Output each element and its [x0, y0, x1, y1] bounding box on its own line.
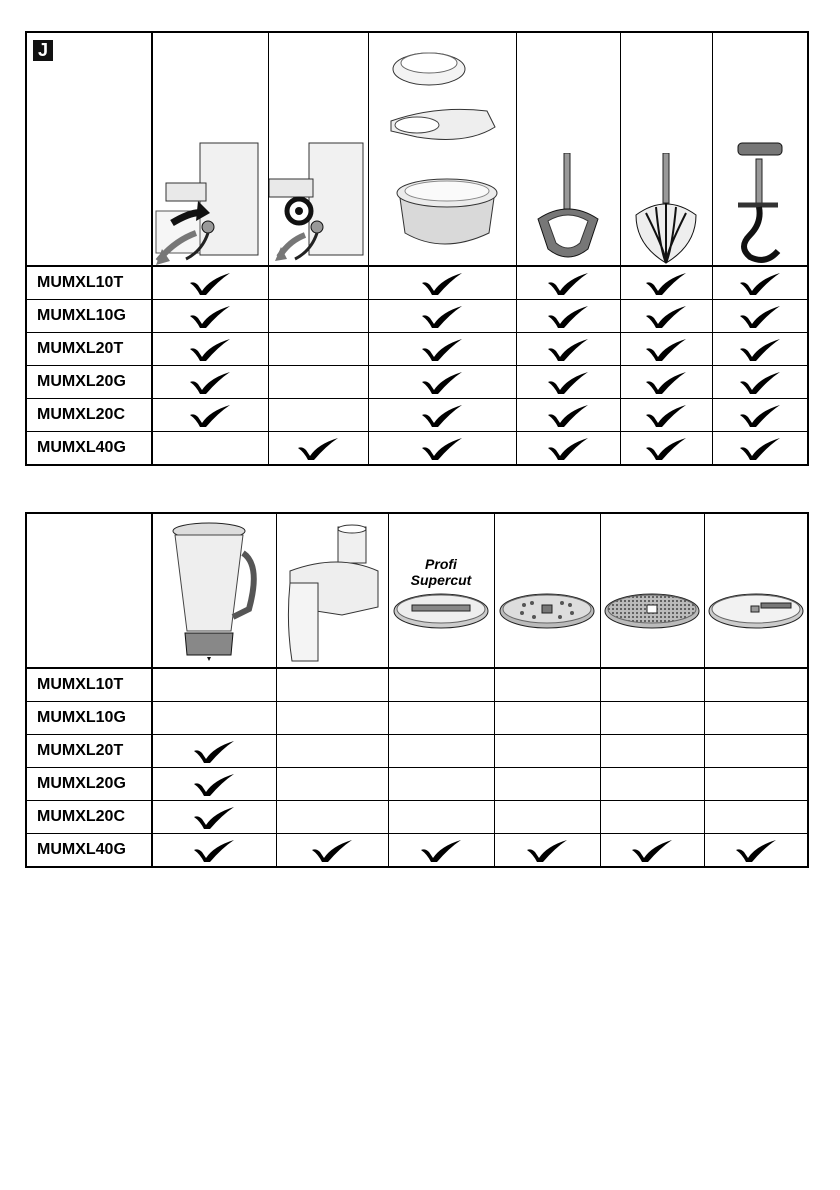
cell-mixer-arm-position-1 [152, 432, 268, 466]
checkmark-icon [369, 436, 516, 460]
model-name: MUMXL10T [26, 266, 152, 300]
table-row [26, 702, 808, 735]
cell-mixer-arm-position-2 [268, 266, 368, 300]
cell-fine-grater-disc [600, 768, 704, 801]
cell-mixing-bowl-set [368, 266, 516, 300]
cell-kneading-hook [712, 333, 808, 366]
cell-mixing-bowl-set [368, 333, 516, 366]
cell-mixing-bowl-set [368, 366, 516, 399]
arm-lever-turn-icon [152, 32, 268, 266]
cell-slicing-disc [388, 834, 494, 868]
compatibility-table-processing [25, 512, 809, 868]
cell-kneading-hook [712, 432, 808, 466]
kneading-hook-icon [712, 32, 808, 266]
checkmark-icon [153, 370, 268, 394]
checkmark-icon [621, 304, 712, 328]
cell-beating-whisk [620, 432, 712, 466]
corner-cell [26, 513, 152, 668]
fine-grater-disc-icon [600, 513, 704, 668]
table-row [26, 300, 808, 333]
model-name: MUMXL20T [26, 735, 152, 768]
cell-slicing-disc [388, 735, 494, 768]
blender-icon [152, 513, 276, 668]
cell-blender [152, 801, 276, 834]
cell-slicing-disc [388, 668, 494, 702]
cell-slicing-disc [388, 801, 494, 834]
checkmark-icon [713, 403, 808, 427]
table-row [26, 668, 808, 702]
checkmark-icon [153, 403, 268, 427]
checkmark-icon [369, 403, 516, 427]
cell-kneading-hook [712, 266, 808, 300]
cell-cutting-disc [704, 668, 808, 702]
cell-fine-grater-disc [600, 834, 704, 868]
table-row [26, 768, 808, 801]
checkmark-icon [517, 403, 620, 427]
cell-mixer-arm-position-2 [268, 366, 368, 399]
table-row [26, 432, 808, 466]
cell-fine-grater-disc [600, 801, 704, 834]
cell-fine-grater-disc [600, 735, 704, 768]
profi-supercut-label [389, 556, 494, 588]
checkmark-icon [517, 337, 620, 361]
cell-mixing-bowl-set [368, 432, 516, 466]
checkmark-icon [369, 271, 516, 295]
cell-kneading-hook [712, 399, 808, 432]
cell-stirring-whisk [516, 366, 620, 399]
table-row [26, 801, 808, 834]
cell-blender [152, 768, 276, 801]
cell-food-processor [276, 768, 388, 801]
cell-mixer-arm-position-2 [268, 300, 368, 333]
checkmark-icon [601, 838, 704, 862]
checkmark-icon [713, 304, 808, 328]
cell-mixing-bowl-set [368, 399, 516, 432]
checkmark-icon [269, 436, 368, 460]
cell-cutting-disc [704, 735, 808, 768]
cell-beating-whisk [620, 266, 712, 300]
cell-mixer-arm-position-2 [268, 333, 368, 366]
checkmark-icon [621, 271, 712, 295]
checkmark-icon [153, 838, 276, 862]
checkmark-icon [153, 271, 268, 295]
cell-stirring-whisk [516, 266, 620, 300]
table-row [26, 266, 808, 300]
cell-grating-disc [494, 801, 600, 834]
model-name: MUMXL10T [26, 668, 152, 702]
cell-cutting-disc [704, 834, 808, 868]
checkmark-icon [517, 370, 620, 394]
checkmark-icon [389, 838, 494, 862]
cell-food-processor [276, 668, 388, 702]
checkmark-icon [495, 838, 600, 862]
cell-grating-disc [494, 702, 600, 735]
cell-mixer-arm-position-1 [152, 300, 268, 333]
cell-beating-whisk [620, 399, 712, 432]
checkmark-icon [705, 838, 808, 862]
checkmark-icon [153, 304, 268, 328]
cell-slicing-disc [388, 702, 494, 735]
slicing-disc-icon [388, 513, 494, 668]
stirring-whisk-icon [516, 32, 620, 266]
cell-grating-disc [494, 735, 600, 768]
cell-food-processor [276, 702, 388, 735]
cell-mixer-arm-position-1 [152, 266, 268, 300]
cell-fine-grater-disc [600, 668, 704, 702]
checkmark-icon [517, 304, 620, 328]
cell-fine-grater-disc [600, 702, 704, 735]
model-name: MUMXL40G [26, 834, 152, 868]
bowl-lid-icon [368, 32, 516, 266]
cell-cutting-disc [704, 801, 808, 834]
checkmark-icon [621, 337, 712, 361]
model-name: MUMXL20G [26, 366, 152, 399]
checkmark-icon [369, 370, 516, 394]
profi-label-line-1: Profi [425, 556, 457, 572]
cell-stirring-whisk [516, 399, 620, 432]
cell-mixer-arm-position-1 [152, 399, 268, 432]
cell-blender [152, 668, 276, 702]
illustration-row [26, 513, 808, 668]
cell-blender [152, 834, 276, 868]
cell-kneading-hook [712, 366, 808, 399]
illustration-row [26, 32, 808, 266]
compatibility-table-attachments [25, 31, 809, 466]
table-row [26, 333, 808, 366]
checkmark-icon [153, 772, 276, 796]
cell-stirring-whisk [516, 432, 620, 466]
checkmark-icon [713, 436, 808, 460]
cell-slicing-disc [388, 768, 494, 801]
cutting-disc-icon [704, 513, 808, 668]
corner-cell [26, 32, 152, 266]
cell-grating-disc [494, 668, 600, 702]
checkmark-icon [713, 271, 808, 295]
cell-mixer-arm-position-1 [152, 333, 268, 366]
checkmark-icon [517, 271, 620, 295]
model-name: MUMXL10G [26, 702, 152, 735]
checkmark-icon [369, 337, 516, 361]
cell-mixing-bowl-set [368, 300, 516, 333]
beating-whisk-icon [620, 32, 712, 266]
section-label: J [33, 40, 53, 61]
checkmark-icon [517, 436, 620, 460]
cell-blender [152, 702, 276, 735]
table-row [26, 366, 808, 399]
cell-mixer-arm-position-2 [268, 399, 368, 432]
checkmark-icon [153, 805, 276, 829]
checkmark-icon [621, 436, 712, 460]
cell-cutting-disc [704, 768, 808, 801]
cell-beating-whisk [620, 333, 712, 366]
model-name: MUMXL10G [26, 300, 152, 333]
cell-food-processor [276, 834, 388, 868]
model-name: MUMXL20C [26, 399, 152, 432]
model-name: MUMXL20G [26, 768, 152, 801]
checkmark-icon [277, 838, 388, 862]
checkmark-icon [713, 370, 808, 394]
cell-grating-disc [494, 768, 600, 801]
checkmark-icon [621, 370, 712, 394]
checkmark-icon [153, 337, 268, 361]
food-processor-icon [276, 513, 388, 668]
grating-disc-icon [494, 513, 600, 668]
cell-mixer-arm-position-1 [152, 366, 268, 399]
cell-beating-whisk [620, 366, 712, 399]
cell-cutting-disc [704, 702, 808, 735]
cell-kneading-hook [712, 300, 808, 333]
checkmark-icon [369, 304, 516, 328]
cell-stirring-whisk [516, 333, 620, 366]
model-name: MUMXL20C [26, 801, 152, 834]
model-name: MUMXL20T [26, 333, 152, 366]
table-row [26, 735, 808, 768]
table-row [26, 399, 808, 432]
cell-grating-disc [494, 834, 600, 868]
checkmark-icon [621, 403, 712, 427]
table-row [26, 834, 808, 868]
cell-beating-whisk [620, 300, 712, 333]
cell-stirring-whisk [516, 300, 620, 333]
model-name: MUMXL40G [26, 432, 152, 466]
checkmark-icon [153, 739, 276, 763]
cell-food-processor [276, 735, 388, 768]
arm-lever-rotate-icon [268, 32, 368, 266]
checkmark-icon [713, 337, 808, 361]
profi-label-line-2: Supercut [410, 572, 472, 588]
cell-food-processor [276, 801, 388, 834]
cell-blender [152, 735, 276, 768]
cell-mixer-arm-position-2 [268, 432, 368, 466]
